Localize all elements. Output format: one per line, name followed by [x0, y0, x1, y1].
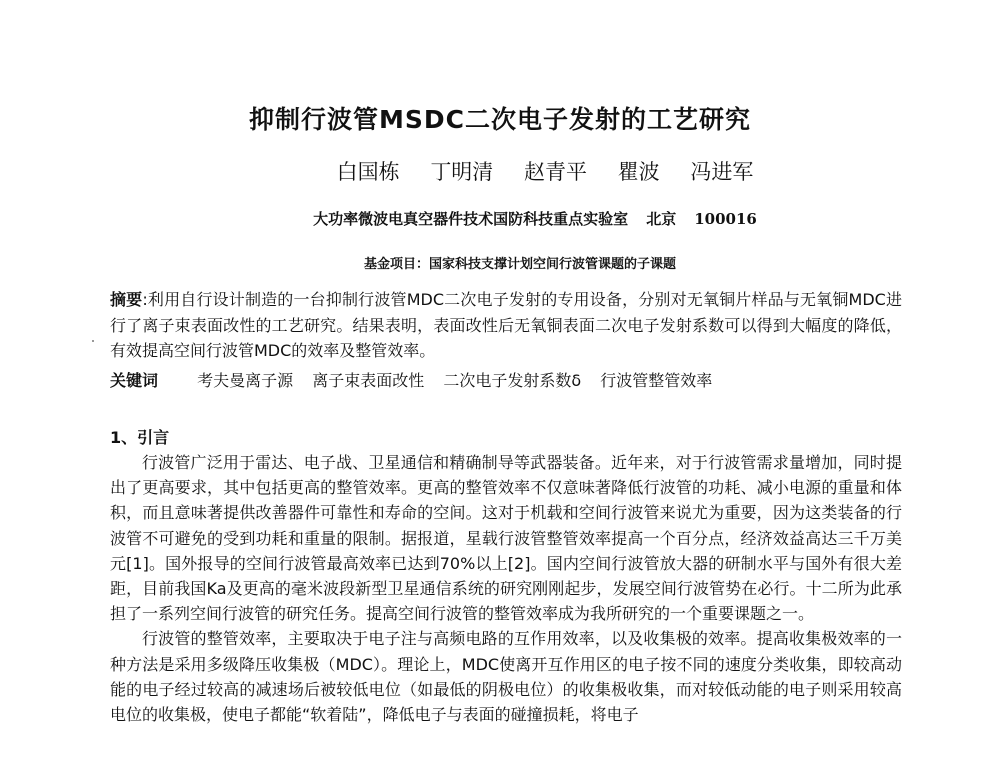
keyword: 二次电子发射系数δ	[443, 371, 582, 390]
keywords-label: 关键词	[110, 371, 159, 390]
section-body	[110, 450, 902, 727]
keyword: 考夫曼离子源	[197, 371, 294, 390]
author-name: 丁明清	[430, 160, 494, 184]
section-heading: 1、引言	[110, 428, 170, 447]
affiliation-city: 北京	[646, 210, 677, 228]
author-name: 白国栋	[336, 160, 400, 184]
paragraph: 行波管广泛用于雷达、电子战、卫星通信和精确制导等武器装备。近年来，对于行波管需求量增加，同时提出了更高要求，其中包括更高的整管效率。更高的整管效率不仅意味著降低行波管的功耗、减小电源的重量和体积，而且意味著提供改善器件可靠性和寿命的空间。这对于机载和空间行波管来说尤为重要，因为这类装备的行波管不可避免的受到功耗和重量的限制。据报道，星载行波管整管效率提高一个百分点，经济效益高达三千万美元[1]。国外报导的空间行波管最高效率已达到70%以上[2]。国内空间行波管放大器的研制水平与国外有很大差距，目前我国Ka及更高的毫米波段新型卫星通信系统的研究刚刚起步，发展空间行波管势在必行。十二所为此承担了一系列空间行波管的研究任务。提高空间行波管的整管效率成为我所研究的一个重要课题之一。	[110, 453, 902, 624]
paper-title: 抑制行波管MSDC二次电子发射的工艺研究	[249, 105, 751, 134]
keyword: 行波管整管效率	[600, 371, 713, 390]
paragraph: 行波管的整管效率，主要取决于电子注与高频电路的互作用效率，以及收集极的效率。提高收集极效率的一种方法是采用多级降压收集极（MDC）。理论上，MDC使离开互作用区的电子按不同的速度分类收集，即较高动能的电子经过较高的减速场后被较低电位（如最低的阴极电位）的收集极收集，而对较低动能的电子则采用较高电位的收集极，使电子都能“软着陆”，降低电子与表面的碰撞损耗，将电子	[110, 629, 902, 725]
keywords	[110, 368, 902, 391]
affiliation	[0, 208, 1000, 229]
author-name: 瞿波	[617, 160, 660, 184]
abstract-text: :利用自行设计制造的一台抑制行波管MDC二次电子发射的专用设备，分别对无氧铜片样品与无氧铜MDC进行了离子束表面改性的工艺研究。结果表明，表面改性后无氧铜表面二次电子发射系数可以得到大幅度的降低，有效提高空间行波管MDC的效率及整管效率。	[110, 290, 902, 360]
abstract-label: 摘要	[110, 290, 143, 309]
keyword: 离子束表面改性	[312, 371, 425, 390]
scan-speck	[92, 340, 94, 342]
affiliation-name: 大功率微波电真空器件技术国防科技重点实验室	[313, 210, 629, 228]
funding-note: 基金项目：国家科技支撑计划空间行波管课题的子课题	[363, 257, 676, 272]
affiliation-postcode: 100016	[694, 210, 757, 228]
author-name: 赵青平	[524, 160, 587, 184]
abstract	[110, 287, 902, 364]
author-list	[0, 156, 1000, 186]
author-name: 冯进军	[690, 160, 754, 184]
